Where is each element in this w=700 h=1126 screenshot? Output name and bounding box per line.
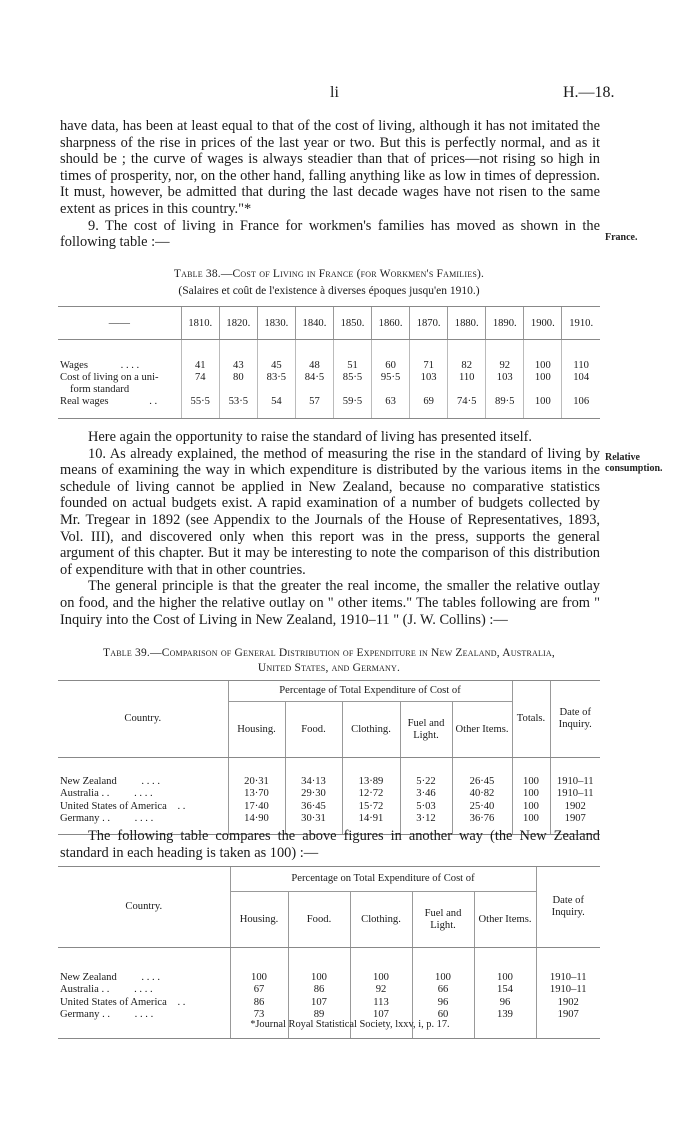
table-40: Country. Percentage on Total Expenditure of Cost of Date of Inquiry. Housing. Food. Clothing. Fuel and Light. Other Items. New Zealand . . . . 100 100 100 100 100 1910–11 Australia . . . . . . 67 86 92 66 154 1910–11 United States of America . . 86 107 113 96 96 1902 Germany . . . . . . 73 89 107 60 139 1907 bbox=[58, 866, 600, 1039]
page-number: li bbox=[330, 84, 339, 101]
table-row: Germany . . . . . . 14·90 30·31 14·91 3·12 36·76 100 1907 bbox=[58, 813, 600, 834]
footnote bbox=[0, 1019, 700, 1030]
table38-corner: —— bbox=[58, 307, 181, 340]
table-row: Cost of living on a uni- form standard 74 80 83·5 84·5 85·5 95·5 103 110 103 100 104 bbox=[58, 372, 600, 396]
document-reference: H.—18. bbox=[563, 84, 615, 101]
table-row: New Zealand . . . . 20·31 34·13 13·89 5·22 26·45 100 1910–11 bbox=[58, 758, 600, 789]
table-row: Real wages . . 55·5 53·5 54 57 59·5 63 69 74·5 89·5 100 106 bbox=[58, 396, 600, 419]
table-row: United States of America . . 17·40 36·45 15·72 5·03 25·40 100 1902 bbox=[58, 801, 600, 813]
paragraph-continuation: have data, has been at least equal to that of the cost of living, although it has not imitated the sharpness of the rise in prices of the last year or two. But this is perfectly normal, and as it should be ; the curve of wages is always steadier than that of prices—not rising so high in times of prosperity, nor, on the other hand, falling anything like as low in times of depression. It must, however, be admitted that during the last decade wages have not risen to the same extent as prices in this country."* 9. The cost of living in France for workmen's families has moved as shown in the following table :— bbox=[60, 118, 600, 251]
table39-caption-line2: United States, and Germany. bbox=[257, 662, 401, 674]
table-row: Australia . . . . . . 13·70 29·30 12·72 3·46 40·82 100 1910–11 bbox=[58, 788, 600, 800]
table39-caption: Table 39.—Comparison of General Distribution of Expenditure in New Zealand, Australia, bbox=[103, 647, 555, 659]
table-39: Country. Percentage of Total Expenditure of Cost of Totals. Date of Inquiry. Housing. Food. Clothing. Fuel and Light. Other Items. New Zealand . . . . 20·31 34·13 13·89 5·22 26·45 100 1910–11 Australia . . . . . . 13·70 29·30 12·72 3·46 40·82 100 1910–11 United States of America . . 17·40 36·45 15·72 5·03 25·40 100 1902 Germany . . . . . . 14·90 30·31 14·91 3·12 36·76 100 1907 bbox=[58, 680, 600, 835]
table38-subcaption: (Salaires et coût de l'existence à diverses époques jusqu'en 1910.) bbox=[178, 285, 480, 297]
table-row: Wages . . . . 41 43 45 48 51 60 71 82 92 100 110 bbox=[58, 340, 600, 373]
side-note-relative: Relative consumption. bbox=[605, 452, 663, 474]
table-row: Germany . . . . . . 73 89 107 60 139 1907 bbox=[58, 1009, 600, 1038]
side-note-france: France. bbox=[605, 232, 638, 243]
table-row: Australia . . . . . . 67 86 92 66 154 1910–11 bbox=[58, 984, 600, 996]
table-row: New Zealand . . . . 100 100 100 100 100 1910–11 bbox=[58, 948, 600, 985]
table38-caption: Table 38.—Cost of Living in France (for Workmen's Families). bbox=[173, 268, 485, 280]
paragraph-comparison: The following table compares the above figures in another way (the New Zealand standard in each heading is taken as 100) :— bbox=[60, 828, 600, 861]
table-row: United States of America . . 86 107 113 96 96 1902 bbox=[58, 997, 600, 1009]
footnote-marker: * bbox=[250, 1019, 256, 1030]
table-38: —— 1810. 1820. 1830. 1840. 1850. 1860. 1870. 1880. 1890. 1900. 1910. Wages . . . . 41 43 45 48 51 60 71 82 92 100 110 Cost of living on a uni- form standard 74 80 83·5 84·5 85·5 95·5 103 110 103 100 104 Real wages . . 55·5 53·5 54 57 59·5 63 69 74·5 89·5 100 106 bbox=[58, 306, 600, 419]
footnote-text: Journal Royal Statistical Society, lxxv, i, p. 17. bbox=[255, 1019, 450, 1030]
paragraph-france: 9. The cost of living in France for workmen's families has moved as shown in the following table :— bbox=[60, 217, 600, 251]
paragraph-block: Here again the opportunity to raise the standard of living has presented itself. 10. As already explained, the method of measuring the rise in the standard of living by means of examining the way in which expenditure is distributed by the various items in the schedule of living cannot be applied in New Zealand, because no comparative statistics founded on actual budgets exist. A rapid examination of a number of budgets collected by Mr. Tregear in 1892 (see Appendix to the Journals of the House of Representatives, 1893, Vol. III), and discovered only when this report was in the press, supports the general argument of this chapter. But it may be interesting to note the comparison of this distribution of expenditure with that in other countries. The general principle is that the greater the real income, the smaller the relative outlay on food, and the higher the relative outlay on " other items." The tables following are from " Inquiry into the Cost of Living in New Zealand, 1910–11 " (J. W. Collins) :— bbox=[60, 429, 600, 628]
